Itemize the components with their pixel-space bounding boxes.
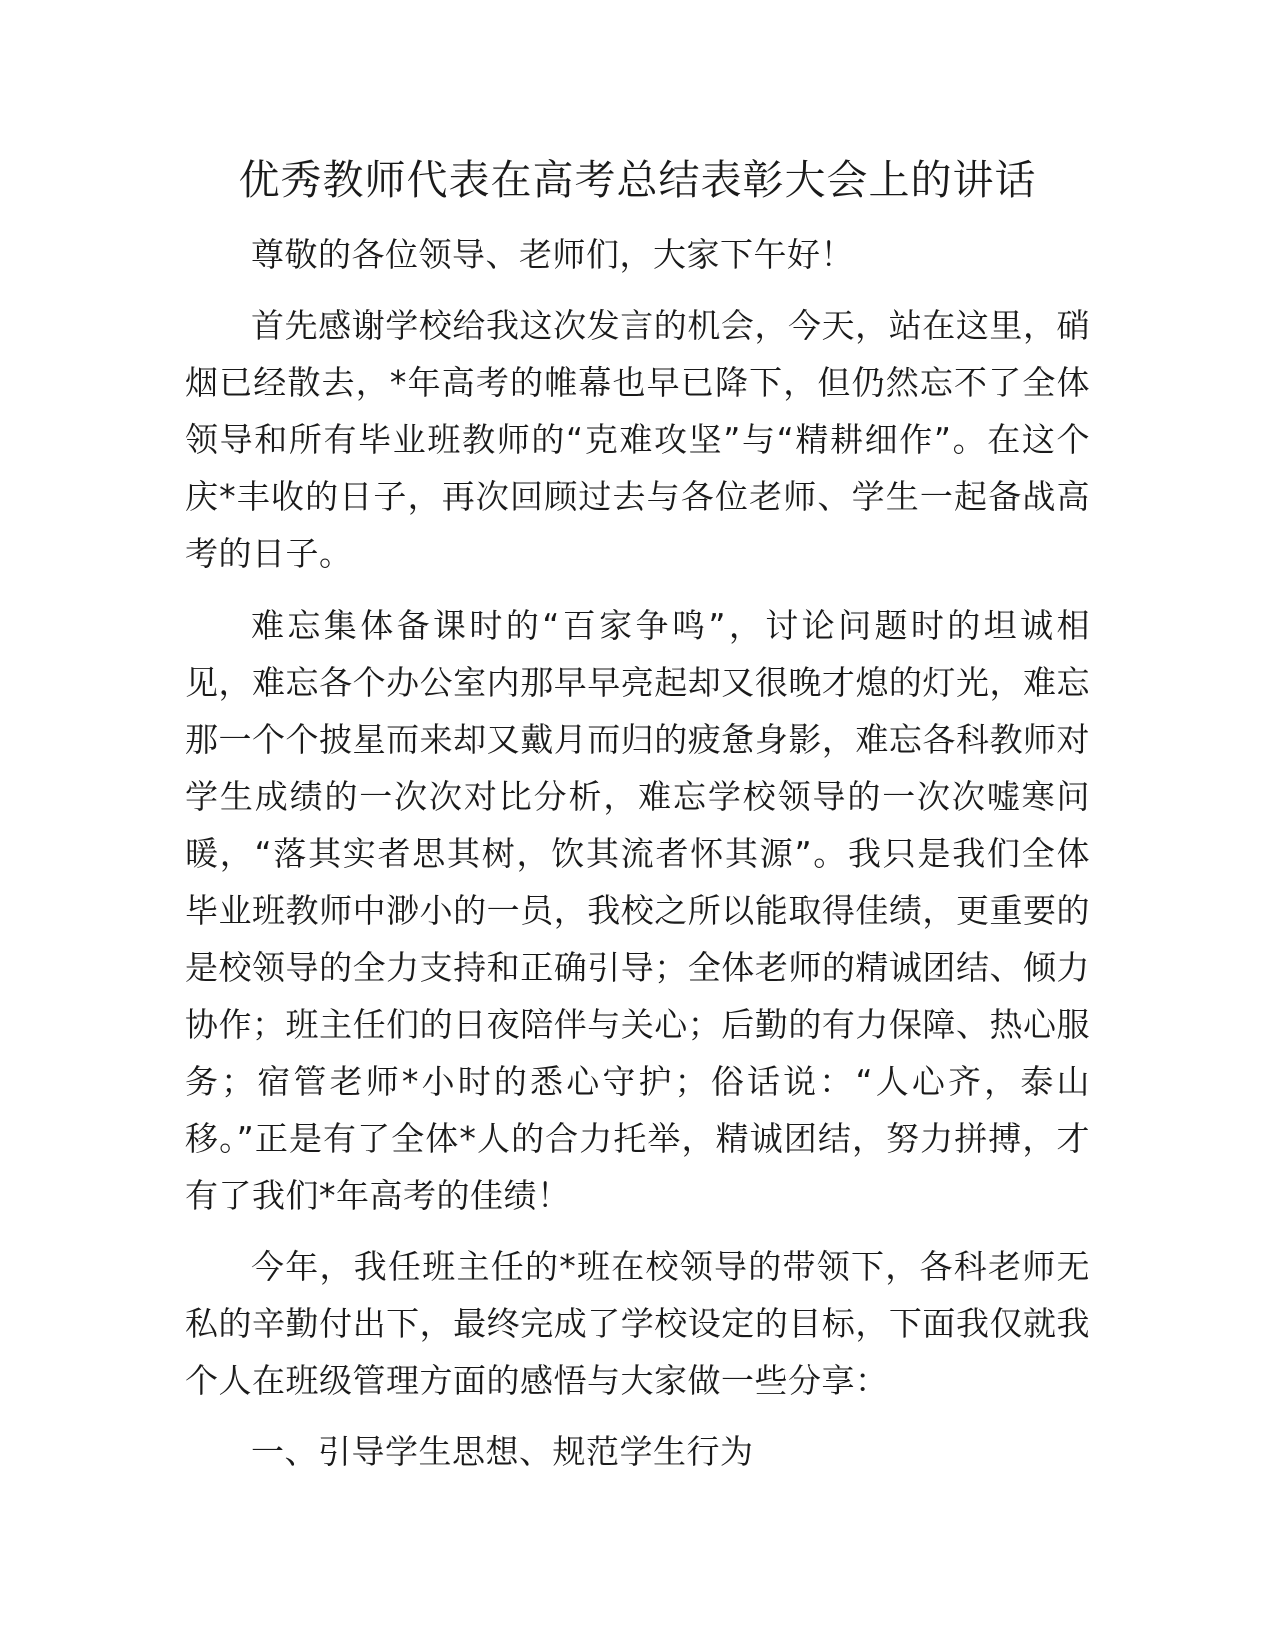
section-heading-one: 一、引导学生思想、规范学生行为 [251, 1432, 754, 1471]
document-title: 优秀教师代表在高考总结表彰大会上的讲话 [238, 156, 1037, 204]
greeting-paragraph: 尊敬的各位领导、老师们，大家下午好！ [251, 235, 854, 274]
paragraph-opening: 首先感谢学校给我这次发言的机会，今天，站在这里，硝烟已经散去，*年高考的帷幕也早已降下，但仍然忘不了全体领导和所有毕业班教师的“克难攻坚”与“精耕细作”。在这个庆*丰收的日子，再次回顾过去与各位老师、学生一起备战高考的日子。 [185, 306, 1090, 573]
paragraph-sharing-intro: 今年，我任班主任的*班在校领导的带领下，各科老师无私的辛勤付出下，最终完成了学校设定的目标，下面我仅就我个人在班级管理方面的感悟与大家做一些分享： [185, 1247, 1090, 1400]
paragraph-memories: 难忘集体备课时的“百家争鸣”，讨论问题时的坦诚相见，难忘各个办公室内那早早亮起却又很晚才熄的灯光，难忘那一个个披星而来却又戴月而归的疲惫身影，难忘各科教师对学生成绩的一次次对比分析，难忘学校领导的一次次嘘寒问暖，“落其实者思其树，饮其流者怀其源”。我只是我们全体毕业班教师中渺小的一员，我校之所以能取得佳绩，更重要的是校领导的全力支持和正确引导；全体老师的精诚团结、倾力协作；班主任们的日夜陪伴与关心；后勤的有力保障、热心服务；宿管老师*小时的悉心守护；俗话说：“人心齐，泰山移。”正是有了全体*人的合力托举，精诚团结，努力拼搏，才有了我们*年高考的佳绩！ [185, 606, 1090, 1215]
